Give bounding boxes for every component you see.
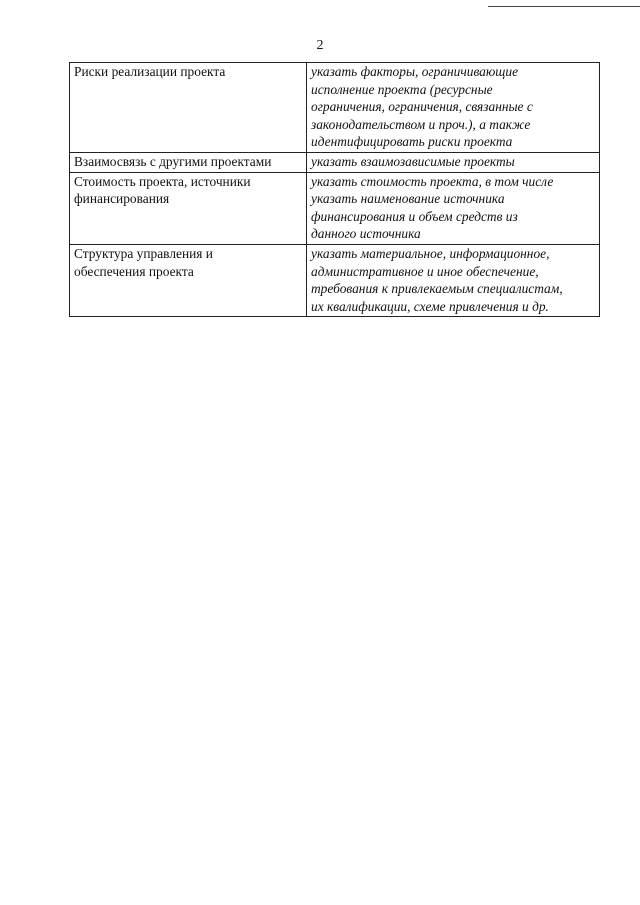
description-line: указать наименование источника	[311, 191, 505, 207]
description-line: данного источника	[311, 226, 421, 242]
row-description-risks	[307, 63, 600, 153]
row-label-text: финансирования	[74, 191, 170, 207]
description-line: указать факторы, ограничивающие	[311, 64, 519, 79]
page-number: 2	[316, 38, 324, 53]
row-label-text: Структура управления и	[74, 245, 213, 261]
description-line: указать взаимозависимые проекты	[311, 153, 515, 169]
description-line: исполнение проекта (ресурсные	[311, 81, 493, 97]
table-row	[70, 244, 600, 316]
description-line: ограничения, ограничения, связанные с	[311, 99, 533, 115]
row-label-text: обеспечения проекта	[74, 263, 194, 279]
project-info-table	[69, 62, 600, 317]
table-row	[70, 152, 600, 172]
row-label-text: Взаимосвязь с другими проектами	[74, 153, 272, 169]
header-rule	[488, 6, 640, 7]
row-description-relations	[307, 152, 600, 172]
row-label-text: Риски реализации проекта	[74, 64, 226, 79]
row-description-cost	[307, 172, 600, 244]
table-row	[70, 63, 600, 153]
description-line: финансирования и объем средств из	[311, 208, 518, 224]
description-line: административное и иное обеспечение,	[311, 263, 539, 279]
row-label-relations	[70, 152, 307, 172]
row-label-management	[70, 244, 307, 316]
description-line: их квалификации, схеме привлечения и др.	[311, 298, 549, 314]
description-line: требования к привлекаемым специалистам,	[311, 281, 563, 297]
row-label-text: Стоимость проекта, источники	[74, 173, 251, 189]
row-label-risks	[70, 63, 307, 153]
row-description-management	[307, 244, 600, 316]
description-line: идентифицировать риски проекта	[311, 134, 513, 150]
description-line: законодательством и проч.), а также	[311, 116, 531, 132]
description-line: указать материальное, информационное,	[311, 245, 550, 261]
description-line: указать стоимость проекта, в том числе	[311, 173, 554, 189]
table-row	[70, 172, 600, 244]
row-label-cost	[70, 172, 307, 244]
